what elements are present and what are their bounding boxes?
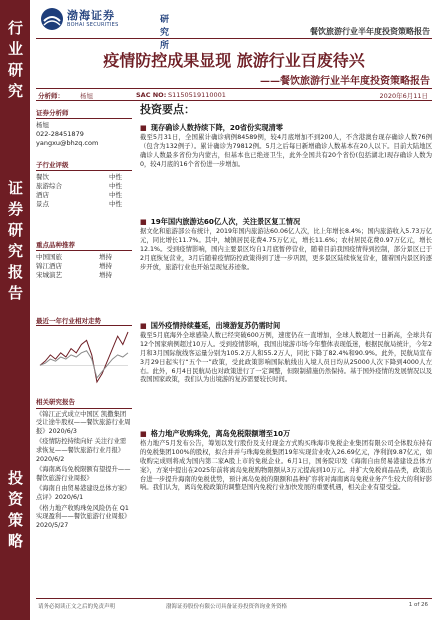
analyst-phone: 022-28451879 [36,130,84,138]
bohai-logo [40,4,170,51]
meta-row [36,88,432,101]
rating-row: 景点 中性 [36,200,122,208]
footer-page-number: 1 of 26 [408,602,428,608]
stock-row: 中国国旅 增持 [36,253,112,261]
related-item[interactable]: 《格力地产收购珠免风险仍在 Q1 实现盈利——餐饮旅游行业周报》2020/5/27 [36,504,131,529]
key-points [140,103,432,116]
analyst-label: 分析师： [38,92,64,100]
page-footer [36,598,432,612]
section-2 [140,218,432,272]
rating-row: 餐饮 中性 [36,173,122,181]
logo-text-cn: 渤海证券 [67,9,115,22]
related-reports [36,398,132,530]
bullet-icon: ■ [140,217,147,226]
section-heading: ■ 格力地产收购珠免，离岛免税限额增至10万 [140,429,291,438]
sac-label: SAC NO: [136,91,167,99]
sector-rating-block [36,160,132,209]
page-subtitle: ——餐饮旅游行业半年度投资策略报告 [260,76,430,87]
related-item[interactable]: 《锦江正式成立中国区 凯撒集团受让途牛股权——餐饮旅游行业周报》2020/6/3 [36,410,131,435]
stock-row: 锦江酒店 增持 [36,262,112,270]
header-divider [36,38,432,39]
bullet-icon: ■ [140,123,147,132]
sidebar-mid-label: 证券研究报告 [6,180,24,306]
sidebar-bottom-label: 投资策略 [6,470,24,554]
rating-section-title: 子行业评级 [36,160,132,171]
report-type-title: 餐饮旅游行业半年度投资策略报告 [310,27,430,36]
related-section-title: 相关研究报告 [36,398,132,409]
chart-series-line [40,351,128,378]
institute-label: 研究所 [160,15,170,51]
section-heading: ■ 国外疫情持续蔓延，出境游复苏仍需时间 [140,321,281,330]
section-heading: ■ 19年国内旅游达60亿人次，关注景区复工情况 [140,217,301,226]
stock-row: 宋城演艺 增持 [36,271,112,279]
relative-trend-chart [36,316,132,394]
bullet-icon: ■ [140,429,147,438]
analyst-section-title: 证券分析师 [36,108,132,119]
footer-company: 渤海证券股份有限公司具备证券投资咨询业务资格 [166,604,288,610]
trend-chart-svg [36,326,132,392]
sac-number: S1150519110001 [168,91,226,99]
section-4 [140,430,432,493]
section-3 [140,322,432,385]
section-body: 截至5月31日，全国累计确诊病例84589例，较4月底增加不到200人，不含港澳台现存确诊人数76例（包含为132例子）。累计确诊为79812例。5月之后每日新增确诊人数基本在20人以下。目前大陆地区确诊人数最多省份为内蒙古，但基本也已绝迹卫生，此外全国共有20个省份(包括湖北)现存确诊人数为0，较4月底的16个省份进一步增加。 [140,133,432,168]
section-body: 格力地产5月发布公告，筹划以发行股份及支付现金方式购买珠海市免税企业集团有限公司全体股东持有的免税集团100%的股权，拟合并并与珠海免税集团19年实现营业收入26.69亿元，净利润9.87亿元，如收购完成则将成为国内第二家A股上市的免税企业。6月1日，国务院印发《海南自由贸易港建设总体方案》，方案中提出在2025年前将离岛免税购物限额从3万元提高到10万元。并扩大免税商品品类，政策出台进一步提升海南的免税优势，预计离岛免税的限额和品种扩容将对海南离岛免税业务产生较大的利好影响。我们认为，离岛免税政策的调整是国内免税行业加快发展的重要机遇，相关企业有望受益。 [140,439,432,492]
related-item[interactable]: 《海南离岛免税限额有望提升——餐饮旅游行业周报》 [36,466,131,482]
section-1 [140,124,432,170]
section-heading: ■ 现存确诊人数持续下降，20省份实现清零 [140,123,283,132]
chart-title: 最近一年行业相对走势 [36,316,132,326]
sidebar-top-label: 行业研究 [6,20,24,104]
analyst-name: 杨旭 [80,92,93,100]
rating-row: 旅游综合 中性 [36,182,122,190]
sidebar-banner [0,0,30,620]
bohai-logo-icon [40,7,64,31]
section-body: 据文化和旅游部公布统计，2019年国内旅游达60.06亿人次，比上年增长8.4%；国内旅游收入5.73万亿元，同比增长11.7%。其中，城镇居民花费4.75万亿元，增长11.6%；农村居民花费0.97万亿元，增长12.1%。受到疫情影响，国内主要景区均自1月底暂停营业，随着目前我国疫情得到控制，部分景区已于2月底恢复营业，3月后随着疫情防控政策得到了进一步巩固，更多景区陆续恢复营业，随着国内景区的逐步开放，旅游行业也开始呈现复苏迹象。 [140,227,432,271]
section-body: 截至5月底海外全球感染人数已经突破600万例，速度仍在一直增加，全球人数超过一日新高，全球共有12个国家病例超过10万人。受到疫情影响，我国出境游市场今年整体表现低迷，根据民航局统计，今年2月和3月国际航线客运量分别为105.2万人和55.2万人，同比下降了82.4%和90.9%。此外，民航局宣布3月29日起实行“五个一”政策，受此政策影响国际航线出入境人员日均从25000人次下降到4000人左右。此外，6月4日民航局也对政策进行了一定调整，但限制措施仍然保持。基于国外疫情的发展情况以及我国国家政策，我们认为出境游的复苏需要较长时间。 [140,331,432,384]
footer-disclaimer: 请务必阅读正文之后的免责声明 [38,604,116,610]
analyst-block [36,108,132,148]
analyst-email[interactable]: yangxu@bhzq.com [36,139,99,147]
bullet-icon: ■ [140,321,147,330]
stock-section-title: 重点品种推荐 [36,240,132,251]
logo-text-en: BOHAI SECURITIES [67,22,119,28]
related-item[interactable]: 《疫情防控持续向好 关注行业需求恢复——餐饮旅游行业月报》2020/6/2 [36,438,127,463]
stock-pick-block [36,240,132,280]
key-points-heading: 投资要点： [140,103,195,116]
rating-row: 酒店 中性 [36,191,122,199]
page-title: 疫情防控成果显现 旅游行业百废待兴 [103,51,365,70]
analyst-name-left: 杨旭 [36,121,49,129]
related-item[interactable]: 《海南自由贸易港建设总体方案》点评》2020/6/1 [36,485,131,501]
report-date: 2020年6月11日 [379,92,428,100]
